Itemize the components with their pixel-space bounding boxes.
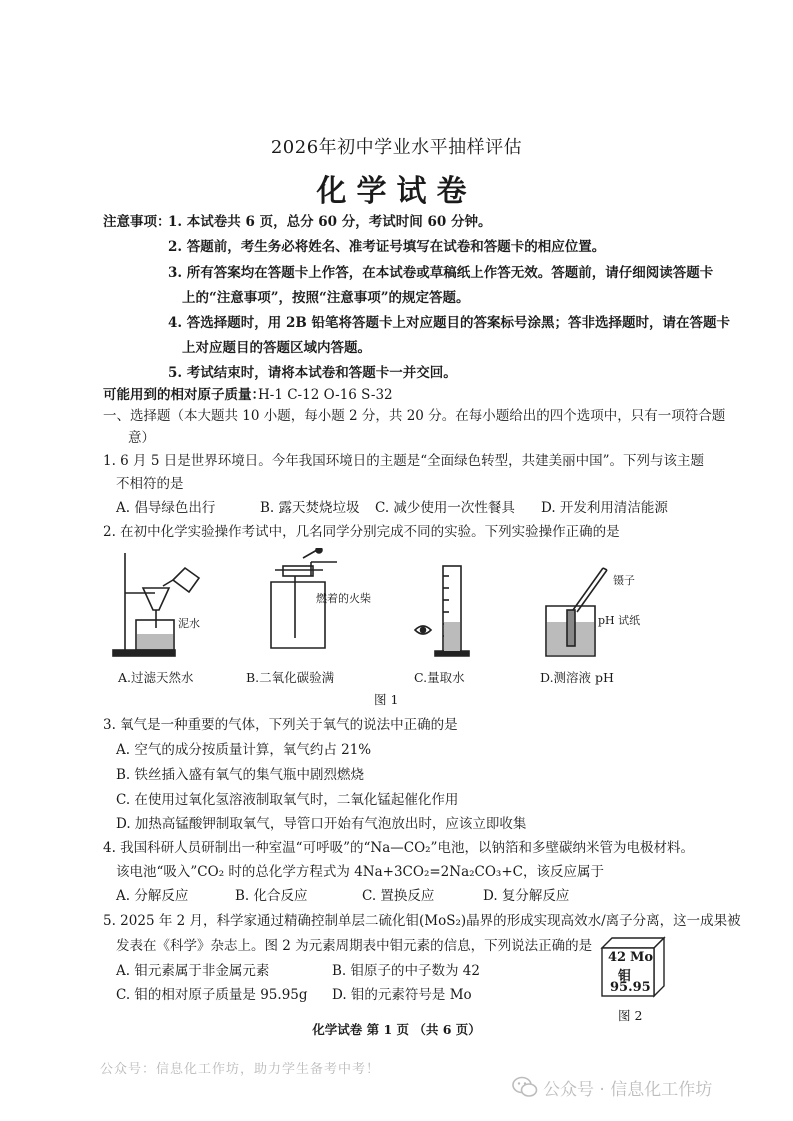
question-5-option-a: A. 钼元素属于非金属元素 bbox=[116, 963, 270, 979]
atomic-mass-label: 可能用到的相对原子质量： bbox=[103, 387, 265, 403]
notes-label: 注意事项： bbox=[103, 214, 171, 230]
element-name: 钼 bbox=[618, 969, 632, 984]
question-4-stem-cont: 该电池“吸入”CO₂ 时的总化学方程式为 4Na+3CO₂=2Na₂CO₃+C，该反应属于 bbox=[116, 864, 604, 880]
element-atomic-number: 42 bbox=[608, 950, 627, 965]
notes-item-4: 4. 答选择题时，用 2B 铅笔将答题卡上对应题目的答案标号涂黑；答非选择题时，请在答题卡 bbox=[168, 315, 730, 331]
question-5-option-d: D. 钼的元素符号是 Mo bbox=[332, 987, 472, 1003]
exam-subtitle: 2026年初中学业水平抽样评估 bbox=[270, 137, 523, 158]
figure-1-apparatus bbox=[103, 548, 663, 663]
question-3-option-d: D. 加热高锰酸钾制取氧气，导管口开始有气泡放出时，应该立即收集 bbox=[116, 816, 527, 832]
question-1-option-b: B. 露天焚烧垃圾 bbox=[260, 500, 360, 516]
notes-item-4-cont: 上对应题目的答题区域内答题。 bbox=[182, 340, 371, 356]
measuring-cylinder bbox=[415, 566, 469, 656]
label-burning-match: 燃着的火柴 bbox=[316, 592, 371, 605]
label-ph-paper: pH 试纸 bbox=[598, 614, 641, 627]
exam-title: 化学试卷 bbox=[316, 174, 477, 209]
figure-1-caption-a: A.过滤天然水 bbox=[118, 670, 194, 685]
watermark-text-right: 公众号 · 信息化工作坊 bbox=[543, 1080, 713, 1100]
notes-item-3-cont: 上的“注意事项”，按照“注意事项”的规定答题。 bbox=[182, 290, 470, 306]
question-5-stem-cont: 发表在《科学》杂志上。图 2 为元素周期表中钼元素的信息，下列说法正确的是 bbox=[116, 938, 593, 954]
filtration-apparatus bbox=[113, 553, 199, 656]
question-1-option-a: A. 倡导绿色出行 bbox=[116, 500, 216, 516]
question-3-option-c: C. 在使用过氧化氢溶液制取氧气时，二氧化锰起催化作用 bbox=[116, 792, 459, 808]
question-1-option-d: D. 开发利用清洁能源 bbox=[541, 500, 668, 516]
question-1-stem-cont: 不相符的是 bbox=[116, 476, 184, 492]
question-3-option-a: A. 空气的成分按质量计算，氧气约占 21% bbox=[116, 742, 372, 758]
element-symbol: Mo bbox=[630, 950, 654, 965]
wechat-icon bbox=[512, 1076, 538, 1098]
figure-1-caption-d: D.测溶液 pH bbox=[540, 670, 614, 685]
question-5-option-c: C. 钼的相对原子质量是 95.95g bbox=[116, 987, 308, 1003]
label-mud-water: 泥水 bbox=[178, 617, 200, 630]
page-footer: 化学试卷 第 1 页 （共 6 页） bbox=[312, 1022, 481, 1037]
atomic-mass-values: H-1 C-12 O-16 S-32 bbox=[258, 387, 393, 403]
question-4-stem: 4. 我国科研人员研制出一种室温“可呼吸”的“Na—CO₂”电池，以钠箔和多壁碳纳米管为电极材料。 bbox=[103, 840, 694, 856]
question-4-option-b: B. 化合反应 bbox=[235, 888, 308, 904]
notes-item-1: 1. 本试卷共 6 页，总分 60 分，考试时间 60 分钟。 bbox=[168, 214, 492, 230]
figure-1-caption-c: C.量取水 bbox=[414, 670, 465, 685]
figure-1-label: 图 1 bbox=[374, 692, 399, 707]
notes-item-2: 2. 答题前，考生务必将姓名、准考证号填写在试卷和答题卡的相应位置。 bbox=[168, 239, 606, 255]
question-4-option-d: D. 复分解反应 bbox=[483, 888, 570, 904]
notes-item-3: 3. 所有答案均在答题卡上作答，在本试卷或草稿纸上作答无效。答题前，请仔细阅读答题卡 bbox=[168, 265, 714, 281]
question-3-stem: 3. 氧气是一种重要的气体，下列关于氧气的说法中正确的是 bbox=[103, 717, 458, 733]
figure-2-label: 图 2 bbox=[618, 1008, 643, 1023]
question-4-option-c: C. 置换反应 bbox=[362, 888, 435, 904]
watermark-text-left: 公众号：信息化工作坊，助力学生备考中考！ bbox=[100, 1062, 381, 1077]
section-1-heading-cont: 意） bbox=[128, 430, 155, 446]
section-1-heading: 一、选择题（本大题共 10 小题，每小题 2 分，共 20 分。在每小题给出的四个选项中，只有一项符合题 bbox=[103, 408, 726, 424]
element-atomic-mass: 95.95 bbox=[610, 980, 651, 995]
question-5-stem: 5. 2025 年 2 月，科学家通过精确控制单层二硫化钼(MoS₂)晶界的形成实现高效水/离子分离，这一成果被 bbox=[103, 913, 741, 929]
question-1-option-c: C. 减少使用一次性餐具 bbox=[375, 500, 515, 516]
question-5-option-b: B. 钼原子的中子数为 42 bbox=[332, 963, 480, 979]
question-3-option-b: B. 铁丝插入盛有氧气的集气瓶中剧烈燃烧 bbox=[116, 767, 365, 783]
figure-1-caption-b: B.二氧化碳验满 bbox=[246, 670, 335, 685]
question-4-option-a: A. 分解反应 bbox=[116, 888, 189, 904]
notes-item-5: 5. 考试结束时，请将本试卷和答题卡一并交回。 bbox=[168, 365, 457, 381]
label-tweezers: 镊子 bbox=[613, 574, 635, 587]
question-1-stem: 1. 6 月 5 日是世界环境日。今年我国环境日的主题是“全面绿色转型，共建美丽中国”。下列与该主题 bbox=[103, 453, 705, 469]
question-2-stem: 2. 在初中化学实验操作考试中，几名同学分别完成不同的实验。下列实验操作正确的是 bbox=[103, 524, 620, 540]
